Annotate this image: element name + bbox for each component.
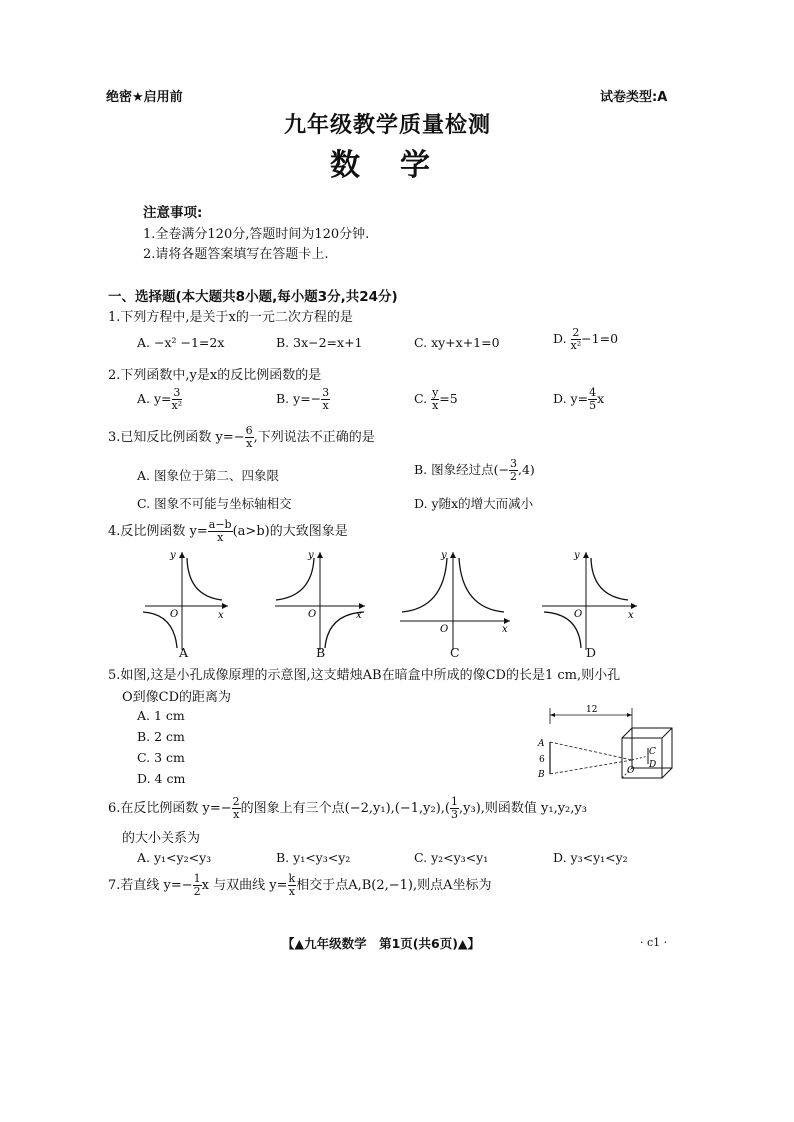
paper-type-label: 试卷类型:A [600, 90, 668, 105]
axis-x-label: x [218, 610, 224, 621]
origin-label: O [308, 609, 317, 620]
q5-stem-line1: 5.如图,这是小孔成像原理的示意图,这支蜡烛AB在暗盒中所成的像CD的长是1 cm,则小孔 [108, 668, 621, 683]
q7-stem: 7.若直线 y=− $\frac{1}{2}$ x 与双曲线 y= $\frac{k}{x}$ 相交于点A,B(2,−1),则点A坐标为 [108, 872, 492, 898]
q6-option-a: A. y₁<y₂<y₃ [137, 850, 212, 865]
axis-x-label: x [502, 624, 508, 635]
q4-graph-c [398, 548, 513, 653]
distance-label: 12 [586, 705, 598, 715]
axis-x-label: x [356, 610, 362, 621]
q3-option-d: D. y随x的增大而减小 [414, 496, 534, 511]
q6-stem: 6.在反比例函数 y=− $\frac{2}{x}$ 的图象上有三个点(−2,y₁),(−1,y₂),( $\frac{1}{3}$ ,y₃),则函数值 y₁,y₂,y₃ [108, 795, 587, 821]
q5-stem-line2: O到像CD的距离为 [122, 690, 232, 705]
q1-option-d: D. $\frac{2}{\text{x²}}$ −1=0 [553, 326, 619, 352]
q3-option-c: C. 图象不可能与坐标轴相交 [137, 496, 292, 511]
point-d-label: D [649, 760, 657, 770]
axis-x-label: x [628, 610, 634, 621]
q3-option-a: A. 图象位于第二、四象限 [137, 468, 279, 483]
point-a-label: A [538, 739, 545, 749]
confidential-label: 绝密★启用前 [106, 90, 183, 105]
q6-option-b: B. y₁<y₃<y₂ [276, 850, 351, 865]
q1-option-b: B. 3x−2=x+1 [276, 335, 363, 350]
q6-option-c: C. y₂<y₃<y₁ [414, 850, 489, 865]
subject-title: 数学 [330, 148, 470, 183]
origin-label: O [574, 609, 583, 620]
q2-option-d: D. y= $\frac{4}{5}$ x [553, 386, 605, 412]
q3-stem: 3.已知反比例函数 y=− $\frac{6}{x}$ ,下列说法不正确的是 [108, 424, 375, 450]
q5-pinhole-figure [532, 700, 682, 788]
q4-label-b: B [316, 645, 326, 660]
q3-option-b: B. 图象经过点(− $\frac{3}{2}$ ,4) [414, 457, 535, 483]
point-b-label: B [538, 770, 545, 780]
q4-graph-a [140, 548, 230, 653]
q6-stem-line2: 的大小关系为 [122, 831, 201, 846]
page-code: · c1 · [640, 936, 668, 949]
q4-label-a: A [179, 645, 189, 660]
q5-option-b: B. 2 cm [137, 729, 185, 744]
q6-option-d: D. y₃<y₁<y₂ [553, 850, 628, 865]
q2-option-c: C. $\frac{y}{x}$ =5 [414, 386, 458, 412]
notice-item-1: 1.全卷满分120分,答题时间为120分钟. [143, 227, 370, 242]
exam-title: 九年级教学质量检测 [284, 113, 492, 138]
axis-y-label: y [170, 550, 176, 561]
q1-option-c: C. xy+x+1=0 [414, 335, 500, 350]
axis-y-label: y [574, 550, 580, 561]
q4-label-d: D [586, 645, 597, 660]
axis-y-label: y [441, 550, 447, 561]
q1-stem: 1.下列方程中,是关于x的一元二次方程的是 [108, 310, 353, 325]
q5-option-a: A. 1 cm [137, 708, 185, 723]
origin-label: O [170, 609, 179, 620]
q1-option-a: A. −x² −1=2x [137, 335, 225, 350]
q4-label-c: C [450, 645, 460, 660]
q4-graph-b [270, 548, 370, 653]
axis-y-label: y [308, 550, 314, 561]
section-heading: 一、选择题(本大题共8小题,每小题3分,共24分) [108, 289, 398, 305]
point-c-label: C [649, 747, 656, 757]
q2-stem: 2.下列函数中,y是x的反比例函数的是 [108, 368, 322, 383]
q2-option-a: A. y= $\frac{3}{\text{x²}}$ [137, 386, 183, 412]
point-o-label: O [627, 766, 635, 776]
q4-stem: 4.反比例函数 y= $\frac{a-b}{x}$ (a>b)的大致图象是 [108, 518, 348, 544]
notice-heading: 注意事项: [143, 205, 203, 221]
height-label: 6 [539, 755, 545, 765]
q2-option-b: B. y=− $\frac{3}{x}$ [276, 386, 330, 412]
notice-item-2: 2.请将各题答案填写在答题卡上. [143, 247, 329, 262]
q5-option-d: D. 4 cm [137, 771, 186, 786]
origin-label: O [440, 624, 449, 635]
q5-option-c: C. 3 cm [137, 750, 185, 765]
q4-graph-d [540, 548, 640, 653]
page-footer: 【▲九年级数学 第1页(共6页)▲】 [282, 936, 481, 951]
